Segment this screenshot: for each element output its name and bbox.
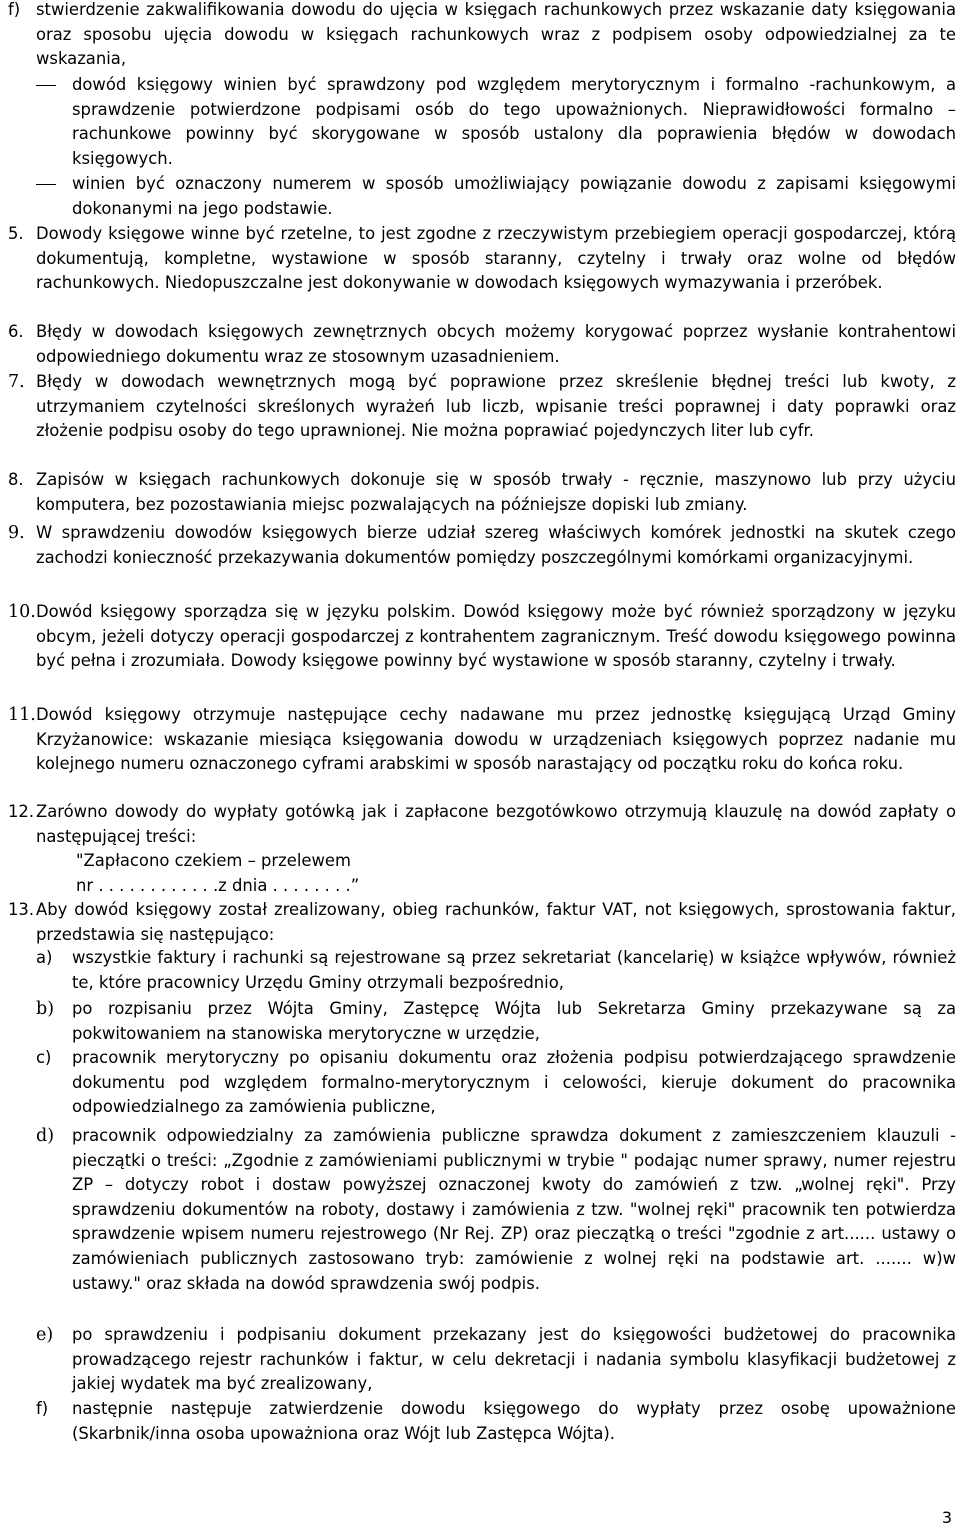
item-label-n8: 8. [8,470,24,489]
paragraph-n10: Dowód księgowy sporządza się w języku polskim. Dowód księgowy może być również sporządzony w języku obcym, jeżeli dotyczy operacji gospodarczej z kontrahentem zagranicznym. Treść dowodu księgowego powinna być pełna i zrozumiała. Dowody księgowe powinny być wystawione w sposób staranny, czytelny i trwały. [36,602,956,671]
paragraph-q1: "Zapłacono czekiem – przelewem [76,851,351,870]
item-label-f0: f) [8,0,21,19]
paragraph-d1: dowód księgowy winien być sprawdzony pod względem merytorycznym i formalno -rachunkowym, a sprawdzenie potwierdzone podpisami osób do tego upoważnionych. Nieprawidłowości formalno – rachunkowe powinny być skorygowane w sposób ustalony dla poprawienia błędów w dowodach księgowych. [72,75,956,168]
item-label-d: d) [36,1126,55,1146]
paragraph-d: pracownik odpowiedzialny za zamówienia publiczne sprawdza dokument z zamieszczeniem klauzuli - pieczątki o treści: „Zgodnie z zamówieniami publicznymi w trybie " podając numer sprawy, numer rejestru ZP – dotyczy robot i dostaw powyższej oznaczonej kwoty do zamówień z tzw. „wolnej ręki". Przy sprawdzeniu dokumentów na roboty, dostawy i zamówienia z tzw. "wolnej ręki" pracownik ten potwierdza sprawdzenie wpisem numeru rejestrowego (Nr Rej. ZP) oraz pieczątką o treści "zgodnie z art...... ustawy o zamówieniach publicznych zastosowano tryb: zamówienie z wolnej ręki na podstawie art. ....... w)w ustawy." oraz składa na dowód sprawdzenia swój podpis. [72,1126,956,1293]
paragraph-n8: Zapisów w księgach rachunkowych dokonuje się w sposób trwały - ręcznie, maszynowo lub przy użyciu komputera, bez pozostawiania miejsc pozwalających na późniejsze dopiski lub zmiany. [36,470,956,514]
paragraph-f0: stwierdzenie zakwalifikowania dowodu do ujęcia w księgach rachunkowych przez wskazanie daty księgowania oraz sposobu ujęcia dowodu w księgach rachunkowych wraz z podpisem osoby odpowiedzialnej za te wskazania, [36,0,956,69]
item-label-n11: 11. [8,705,36,725]
paragraph-n7: Błędy w dowodach wewnętrznych mogą być poprawione przez skreślenie błędnej treści lub kwoty, z utrzymaniem czytelności skreślonych wyrażeń lub liczb, wpisanie treści poprawnej i daty poprawki oraz złożenie podpisu osoby do tego uprawnionej. Nie można poprawiać pojedynczych liter lub cyfr. [36,372,956,441]
paragraph-b: po rozpisaniu przez Wójta Gminy, Zastępcę Wójta lub Sekretarza Gminy przekazywane są za pokwitowaniem na stanowiska merytoryczne w urzędzie, [72,999,956,1043]
paragraph-n11: Dowód księgowy otrzymuje następujące cechy nadawane mu przez jednostkę księgującą Urząd Gminy Krzyżanowice: wskazanie miesiąca księgowania dowodu w urządzeniach księgowych poprzez nadanie mu kolejnego numeru oznaczonego cyframi arabskimi w sposób narastający od początku roku do końca roku. [36,705,956,774]
paragraph-e: po sprawdzeniu i podpisaniu dokument przekazany jest do księgowości budżetowej do pracownika prowadzącego rejestr rachunków i faktur, w celu dekretacji i nadania symbolu klasyfikacji budżetowej z jakiej wydatek ma być zrealizowany, [72,1325,956,1394]
item-label-e: e) [36,1325,54,1345]
dash-bullet [36,184,56,185]
paragraph-d2: winien być oznaczony numerem w sposób umożliwiający powiązanie dowodu z zapisami księgowymi dokonanymi na jego podstawie. [72,174,956,218]
paragraph-q2: nr . . . . . . . . . . . .z dnia . . . . . . . .” [76,876,360,895]
paragraph-n6: Błędy w dowodach księgowych zewnętrznych obcych możemy korygować poprzez wysłanie kontrahentowi odpowiedniego dokumentu wraz ze stosownym uzasadnieniem. [36,322,956,366]
paragraph-a: wszystkie faktury i rachunki są rejestrowane są przez sekretariat (kancelarię) w książce wpływów, również te, które pracownicy Urzędu Gminy otrzymali bezpośrednio, [72,948,956,992]
item-label-n6: 6. [8,322,24,341]
item-label-n9: 9. [8,523,25,543]
item-label-n13: 13. [8,900,35,919]
paragraph-c: pracownik merytoryczny po opisaniu dokumentu oraz złożenia podpisu potwierdzającego sprawdzenie dokumentu pod względem formalno-merytorycznym i celowości, kieruje dokument do pracownika odpowiedzialnego za zamówienia publiczne, [72,1048,956,1117]
paragraph-n9: W sprawdzeniu dowodów księgowych bierze udział szereg właściwych komórek jednostki na skutek czego zachodzi konieczność przekazywania dokumentów pomiędzy poszczególnymi komórkami organizacyjnymi. [36,523,956,567]
item-label-f1: f) [36,1399,49,1418]
item-label-a: a) [36,948,53,967]
paragraph-n13: Aby dowód księgowy został zrealizowany, obieg rachunków, faktur VAT, not księgowych, sprostowania faktur, przedstawia się następująco: [36,900,956,944]
paragraph-n5: Dowody księgowe winne być rzetelne, to jest zgodne z rzeczywistym przebiegiem operacji gospodarczej, którą dokumentują, kompletne, wystawione w sposób staranny, czytelny i trwały oraz wolne od błędów rachunkowych. Niedopuszczalne jest dokonywanie w dowodach księgowych wymazywania i przeróbek. [36,224,956,293]
page-number: 3 [941,1508,952,1527]
paragraph-n12: Zarówno dowody do wypłaty gotówką jak i zapłacone bezgotówkowo otrzymują klauzulę na dowód zapłaty o następującej treści: [36,802,956,846]
item-label-c: c) [36,1048,52,1067]
dash-bullet [36,85,56,86]
item-label-n7: 7. [8,372,25,392]
item-label-n10: 10. [8,602,36,622]
paragraph-f1: następnie następuje zatwierdzenie dowodu księgowego do wypłaty przez osobę upoważnione (Skarbnik/inna osoba upoważniona oraz Wójt lub Zastępca Wójta). [72,1399,956,1443]
item-label-n5: 5. [8,224,24,243]
item-label-b: b) [36,999,55,1019]
item-label-n12: 12. [8,802,35,821]
